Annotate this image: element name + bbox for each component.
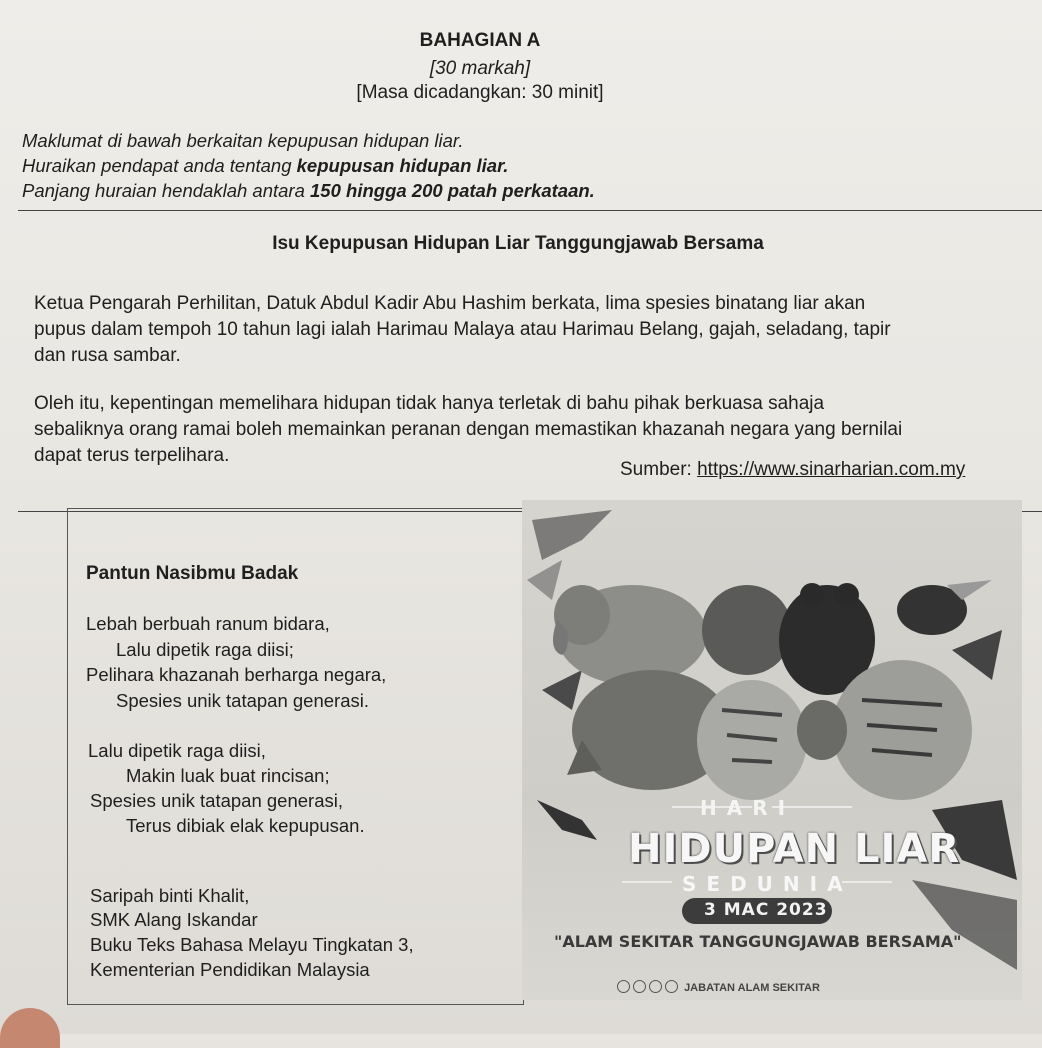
article-paragraph-1 [34,291,1034,369]
pantun-box [67,508,524,1005]
wildlife-illustration [522,500,1022,1000]
marks-note: [30 markah] [429,58,531,79]
poster-hari: HARI [700,796,796,820]
pantun-line: Lebah berbuah ranum bidara, [86,613,330,634]
twitter-icon [649,980,662,993]
poster-slogan: "ALAM SEKITAR TANGGUNGJAWAB BERSAMA" [554,932,962,951]
youtube-icon [665,980,678,993]
instruction-line-3: Panjang huraian hendaklah antara 150 hingga 200 patah perkataan. [22,180,595,201]
source-link[interactable]: https://www.sinarharian.com.my [697,459,966,480]
poster-org: JABATAN ALAM SEKITAR [684,982,820,994]
pantun-line: Spesies unik tatapan generasi, [90,790,344,811]
article-source: Sumber: https://www.sinarharian.com.my [620,459,966,480]
thumb-photo [0,1008,60,1048]
pantun-school: SMK Alang Iskandar [90,909,258,930]
world-wildlife-day-poster [522,500,1022,1000]
article-line: Oleh itu, kepentingan memelihara hidupan tidak hanya terletak di bahu pihak berkuasa sahaja [34,393,825,414]
article-line: dan rusa sambar. [34,345,181,366]
pantun-title: Pantun Nasibmu Badak [86,563,299,584]
time-note: [Masa dicadangkan: 30 minit] [356,82,604,103]
article-line: Ketua Pengarah Perhilitan, Datuk Abdul Kadir Abu Hashim berkata, lima spesies binatang liar akan [34,293,866,314]
poster-date: 3 MAC 2023 [704,900,828,920]
pantun-book: Buku Teks Bahasa Melayu Tingkatan 3, [90,934,414,955]
instruction-line-2: Huraikan pendapat anda tentang kepupusan hidupan liar. [22,155,509,176]
pantun-ministry: Kementerian Pendidikan Malaysia [90,959,370,980]
social-icons [617,980,820,994]
facebook-icon [617,980,630,993]
poster-headline: HIDUPAN LIAR [628,826,961,872]
poster-sedunia: SEDUNIA [682,872,853,896]
section-heading: BAHAGIAN A [419,30,541,51]
instruction-line-1: Maklumat di bawah berkaitan kepupusan hidupan liar. [22,130,464,151]
article-line: pupus dalam tempoh 10 tahun lagi ialah Harimau Malaya atau Harimau Belang, gajah, seladang, tapir [34,319,891,340]
article-paragraph-2 [34,391,1034,469]
article-line: dapat terus terpelihara. [34,445,230,466]
pantun-line: Lalu dipetik raga diisi; [116,639,294,660]
pantun-author: Saripah binti Khalit, [90,885,250,906]
pantun-line: Makin luak buat rincisan; [126,765,330,786]
article-box [18,210,1042,512]
article-title: Isu Kepupusan Hidupan Liar Tanggungjawab Bersama [272,233,764,254]
pantun-line: Pelihara khazanah berharga negara, [86,664,387,685]
instagram-icon [633,980,646,993]
pantun-line: Spesies unik tatapan generasi. [116,690,370,711]
article-line: sebaliknya orang ramai boleh memainkan peranan dengan memastikan khazanah negara yang bernilai [34,419,903,440]
pantun-line: Lalu dipetik raga diisi, [88,740,266,761]
pantun-line: Terus dibiak elak kepupusan. [126,815,365,836]
